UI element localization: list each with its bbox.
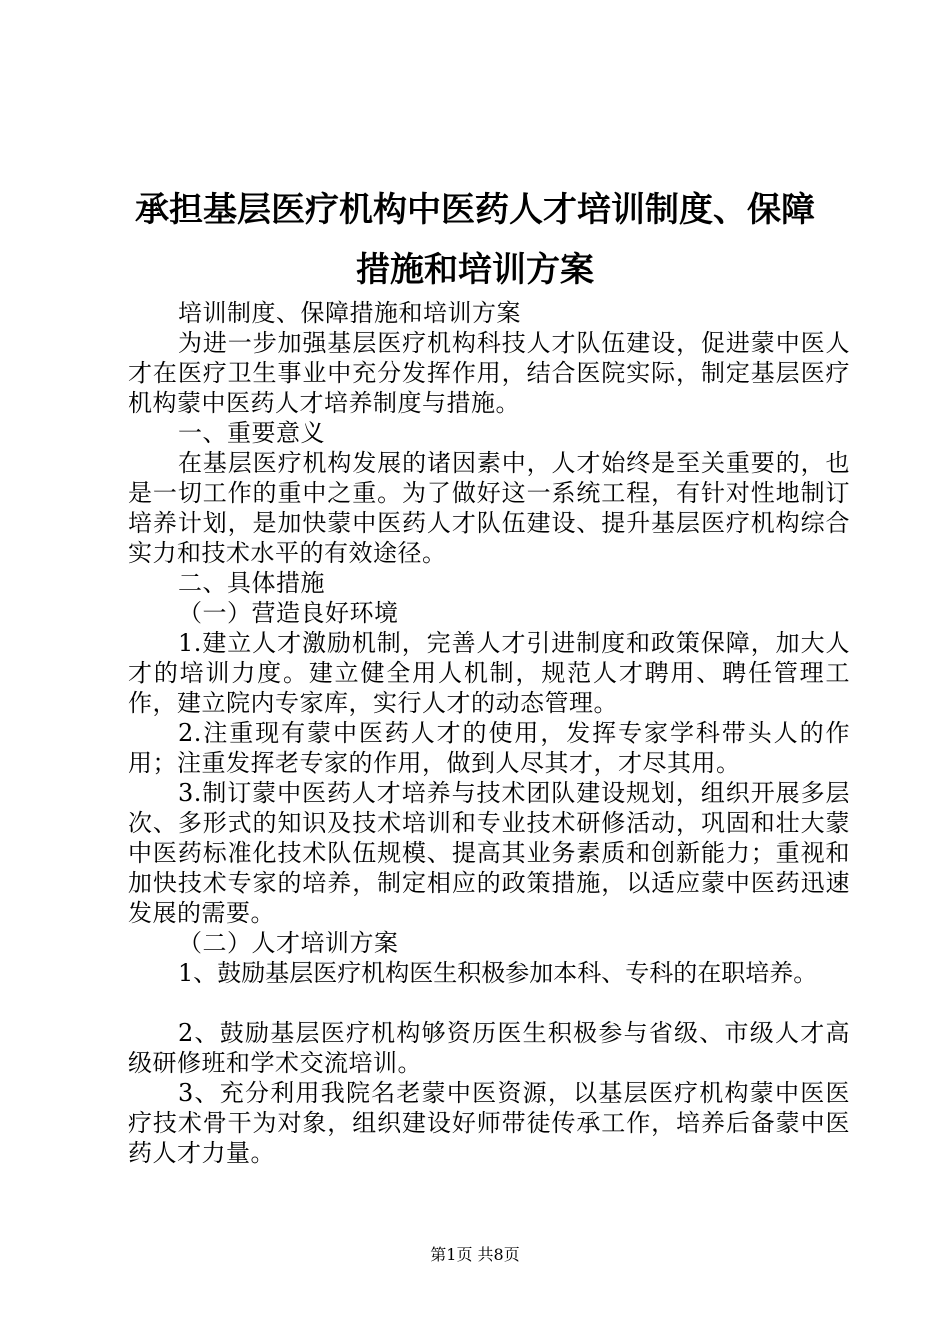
- document-title-line2: 措施和培训方案: [356, 250, 594, 290]
- subheading-training-plan: （二）人才培训方案: [178, 929, 399, 957]
- measure-item-2: 2.注重现有蒙中医药人才的使用，发挥专家学科带头人的作用；注重发挥老专家的作用，做到人尽其才，才尽其用。: [128, 719, 850, 777]
- document-title-line1: 承担基层医疗机构中医药人才培训制度、保障: [135, 190, 815, 230]
- paragraph-gap: [128, 988, 850, 1018]
- paragraph-intro: 为进一步加强基层医疗机构科技人才队伍建设，促进蒙中医人才在医疗卫生事业中充分发挥作用，结合医院实际，制定基层医疗机构蒙中医药人才培养制度与措施。: [128, 329, 850, 417]
- paragraph-significance: 在基层医疗机构发展的诸因素中，人才始终是至关重要的，也是一切工作的重中之重。为了做好这一系统工程，有针对性地制订培养计划，是加快蒙中医药人才队伍建设、提升基层医疗机构综合实力和技术水平的有效途径。: [128, 449, 850, 567]
- measure-item-3: 3.制订蒙中医药人才培养与技术团队建设规划，组织开展多层次、多形式的知识及技术培训和专业技术研修活动，巩固和壮大蒙中医药标准化技术队伍规模、提高其业务素质和创新能力；重视和加快技术专家的培养，制定相应的政策措施，以适应蒙中医药迅速发展的需要。: [128, 779, 850, 927]
- paragraph-subtitle: 培训制度、保障措施和培训方案: [178, 299, 521, 327]
- page-footer: 第1页 共8页: [430, 1245, 520, 1264]
- document-body: [128, 298, 850, 1168]
- training-item-1: 1、鼓励基层医疗机构医生积极参加本科、专科的在职培养。: [178, 959, 818, 987]
- subheading-environment: （一）营造良好环境: [178, 599, 399, 627]
- training-item-2: 2、鼓励基层医疗机构够资历医生积极参与省级、市级人才高级研修班和学术交流培训。: [128, 1019, 850, 1077]
- measure-item-1: 1.建立人才激励机制，完善人才引进制度和政策保障，加大人才的培训力度。建立健全用人机制，规范人才聘用、聘任管理工作，建立院内专家库，实行人才的动态管理。: [128, 629, 850, 717]
- heading-measures: 二、具体措施: [178, 569, 325, 597]
- training-item-3: 3、充分利用我院名老蒙中医资源，以基层医疗机构蒙中医医疗技术骨干为对象，组织建设好师带徒传承工作，培养后备蒙中医药人才力量。: [128, 1079, 850, 1167]
- heading-significance: 一、重要意义: [178, 419, 325, 447]
